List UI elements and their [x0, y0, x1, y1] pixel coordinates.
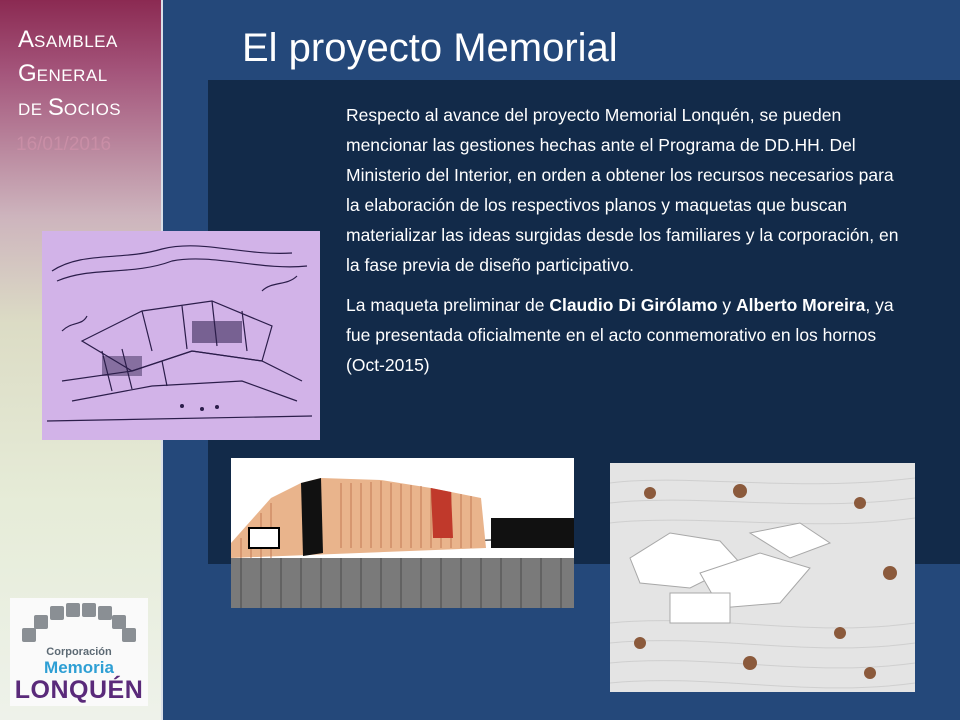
body-text	[346, 100, 906, 380]
sketch-image	[42, 231, 320, 440]
logo-text-memoria: Memoria	[44, 658, 114, 677]
slide-title: El proyecto Memorial	[242, 26, 618, 70]
paragraph-model: La maqueta preliminar de Claudio Di Girólamo y Alberto Moreira, ya fue presentada oficialmente en el acto conmemorativo en los hornos (Oct-2015)	[346, 295, 894, 375]
corporacion-logo	[10, 598, 148, 706]
heading-line-general: GENERAL	[18, 60, 108, 87]
logo-text-corporacion: Corporación	[46, 646, 112, 658]
logo-text-lonquen: LONQUÉN	[14, 676, 144, 704]
model-photo-image	[610, 463, 915, 692]
heading-line-socios: DE SOCIOS	[18, 94, 122, 121]
architect-name: Claudio Di Girólamo	[549, 295, 718, 315]
architect-name: Alberto Moreira	[736, 295, 866, 315]
heading-line-asamblea: ASAMBLEA	[18, 26, 118, 53]
meeting-date: 16/01/2016	[16, 134, 112, 155]
paragraph-progress: Respecto al avance del proyecto Memorial Lonquén, se pueden mencionar las gestiones hechas ante el Programa de DD.HH. Del Ministerio del Interior, en orden a obtener los recursos necesarios para la elaboración de los respectivos planos y maquetas que buscan materializar las ideas surgidas desde los familiares y la corporación, en la fase previa de diseño participativo.	[346, 105, 899, 275]
elevation-drawing-image	[231, 458, 574, 608]
